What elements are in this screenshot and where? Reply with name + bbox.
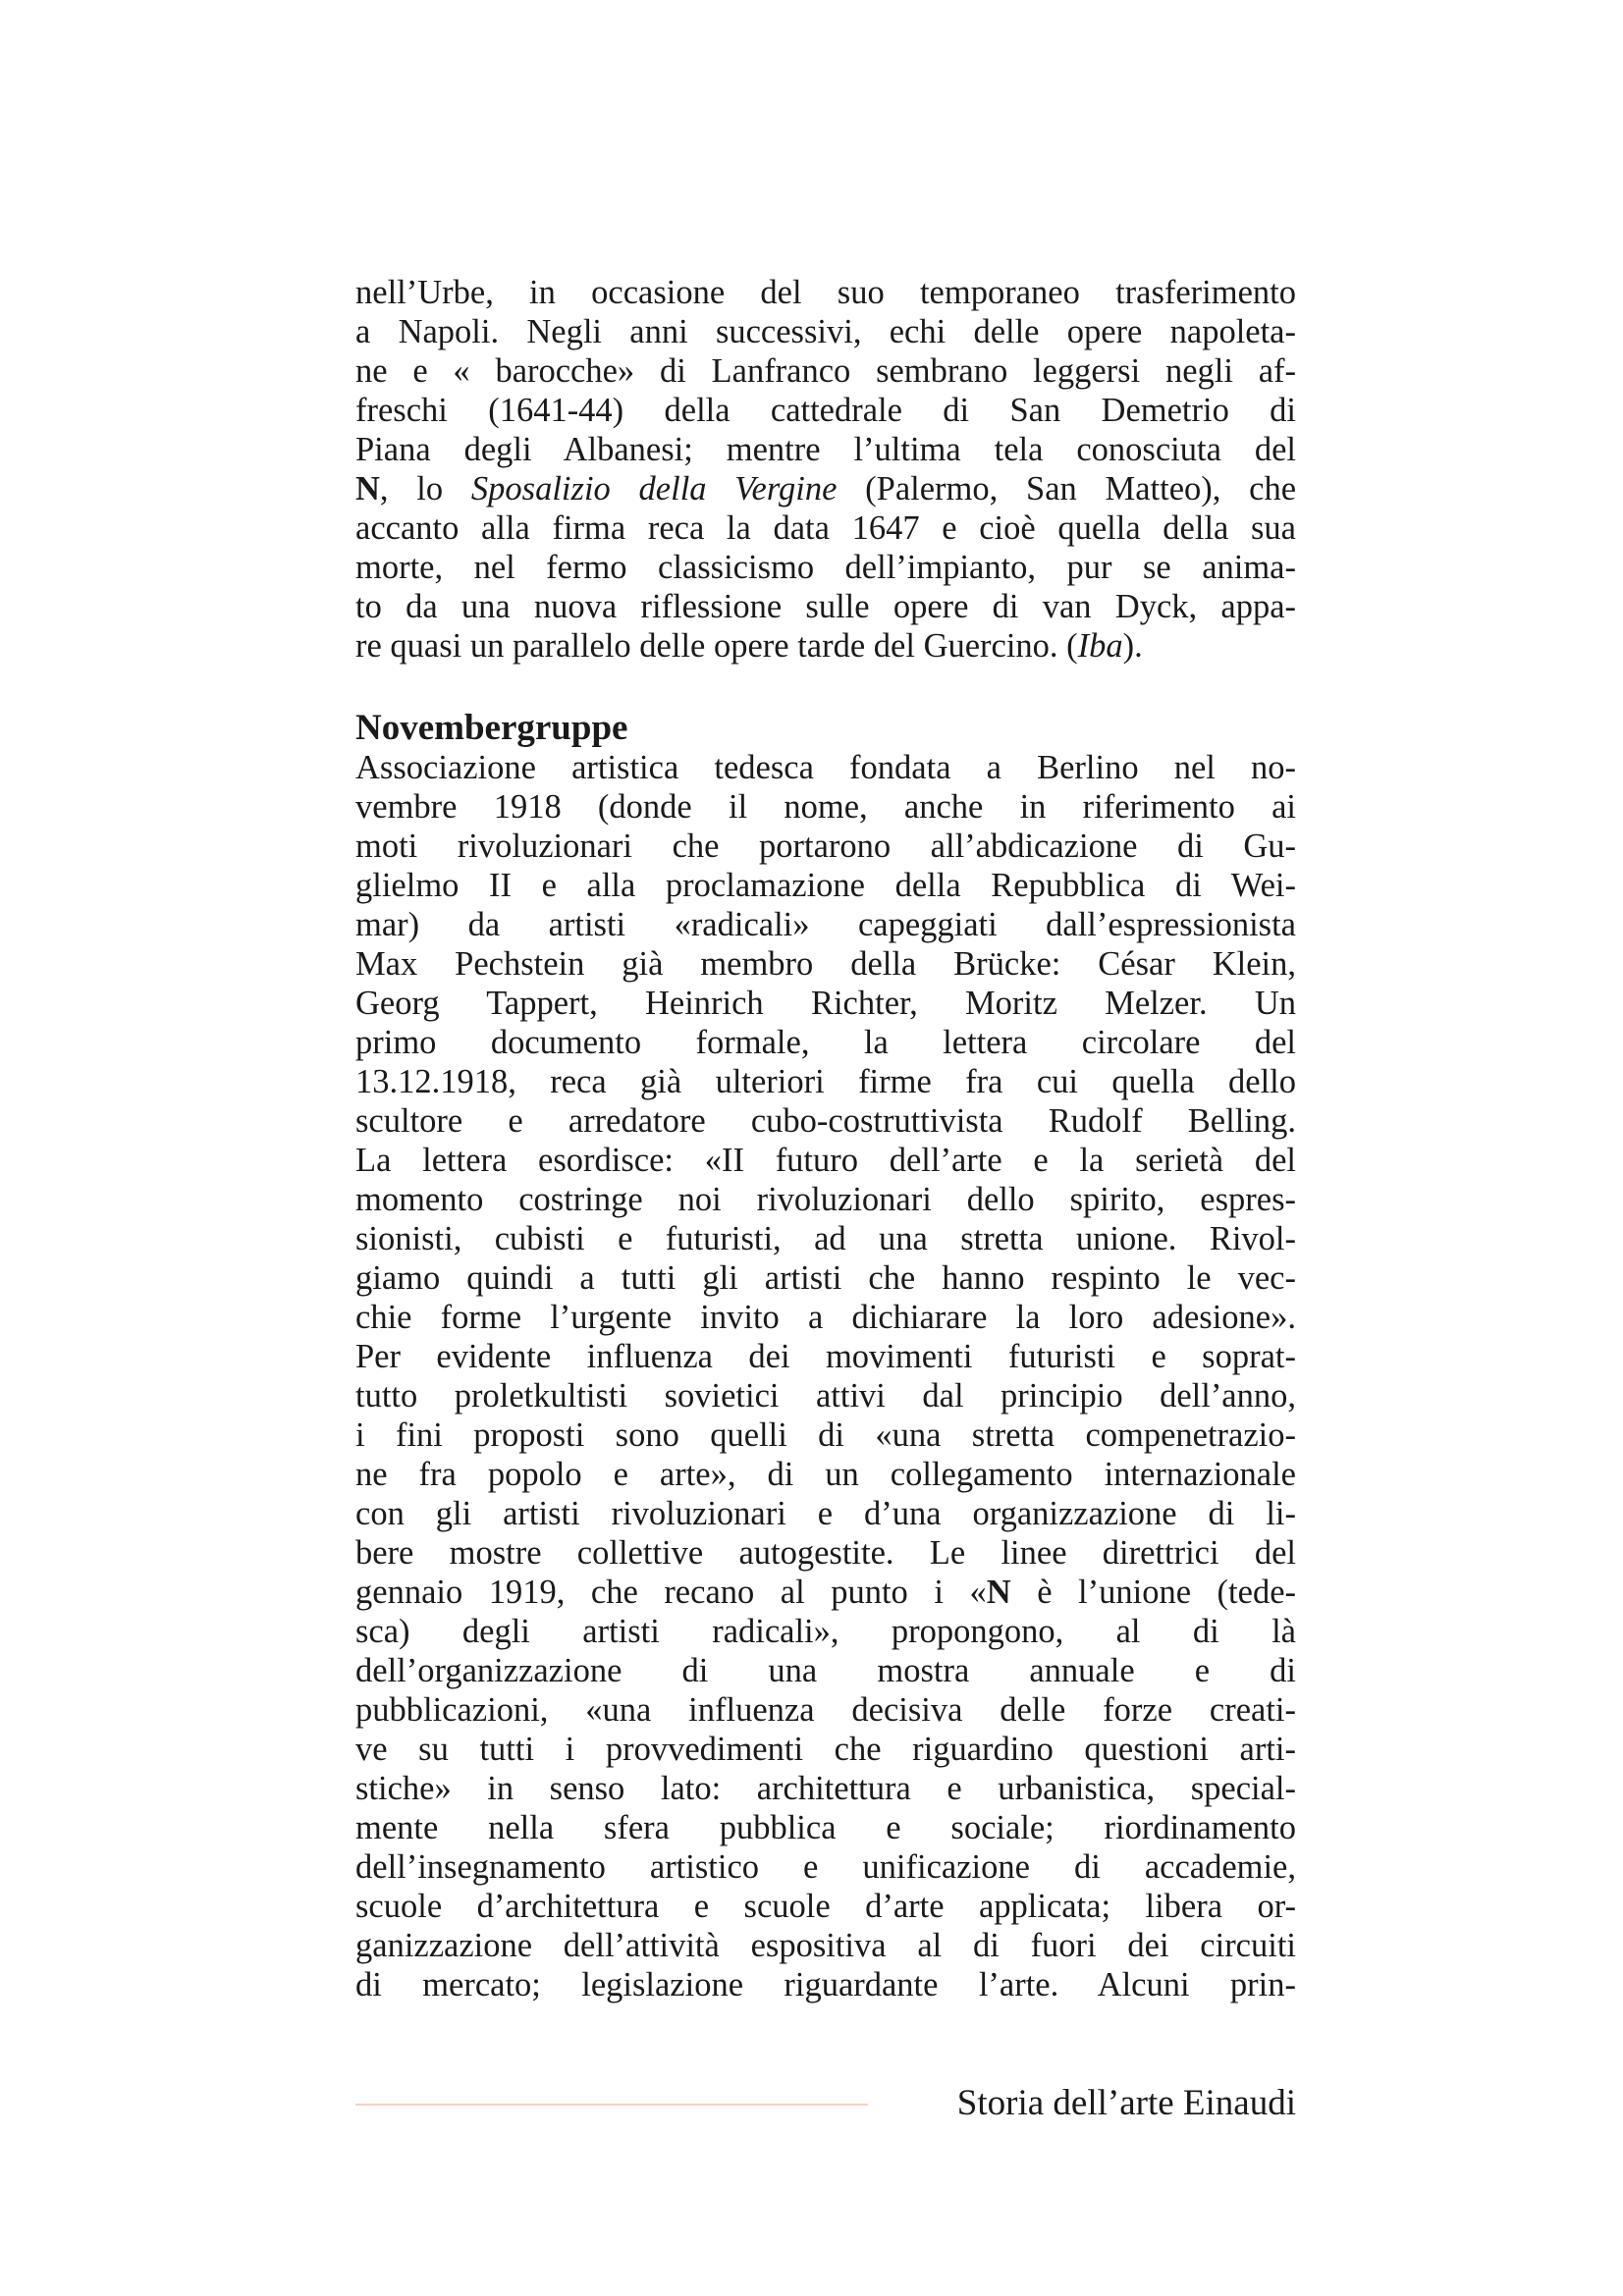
author-initials: Iba <box>1077 627 1123 665</box>
text-line: 13.12.1918, reca già ulteriori firme fra cui quella dello <box>355 1063 1296 1100</box>
entry-abbrev: N <box>986 1574 1011 1611</box>
text-line <box>355 469 1296 508</box>
text-fragment: gennaio 1919, che recano al punto i « <box>355 1574 987 1611</box>
text-line: stiche» in senso lato: architettura e urbanistica, special- <box>355 1770 1296 1807</box>
text-line: giamo quindi a tutti gli artisti che hanno respinto le vec- <box>355 1259 1296 1297</box>
text-line: sca) degli artisti radicali», propongono, al di là <box>355 1613 1296 1650</box>
text-line <box>355 1573 1296 1612</box>
text-line <box>355 626 1296 666</box>
text-fragment: (Palermo, San Matteo), che <box>837 470 1297 507</box>
text-line: chie forme l’urgente invito a dichiarare la loro adesione». <box>355 1299 1296 1336</box>
text-line: di mercato; legislazione riguardante l’arte. Alcuni prin- <box>355 1966 1296 2003</box>
text-line: mente nella sfera pubblica e sociale; riordinamento <box>355 1809 1296 1846</box>
text-line: ganizzazione dell’attività espositiva al di fuori dei circuiti <box>355 1927 1296 1964</box>
text-line: La lettera esordisce: «II futuro dell’arte e la serietà del <box>355 1142 1296 1179</box>
entry-body-text <box>355 748 1296 2004</box>
text-line: scultore e arredatore cubo-costruttivista Rudolf Belling. <box>355 1102 1296 1140</box>
text-line: nell’Urbe, in occasione del suo temporaneo trasferimento <box>355 274 1296 311</box>
text-line: i fini proposti sono quelli di «una stretta compenetrazio- <box>355 1416 1296 1454</box>
text-fragment: ). <box>1122 627 1143 665</box>
text-line: morte, nel fermo classicismo dell’impianto, pur se anima- <box>355 549 1296 586</box>
text-fragment: , lo <box>379 470 471 507</box>
text-line: Per evidente influenza dei movimenti futuristi e soprat- <box>355 1338 1296 1375</box>
footer-title: Storia dell’arte Einaudi <box>956 2083 1296 2123</box>
previous-entry-text <box>355 273 1296 666</box>
entry-heading: Novembergruppe <box>355 708 628 748</box>
text-line: freschi (1641-44) della cattedrale di San Demetrio di <box>355 392 1296 429</box>
footer-rule <box>355 2104 868 2106</box>
entry-abbrev: N <box>355 470 380 507</box>
text-line: Piana degli Albanesi; mentre l’ultima tela conosciuta del <box>355 431 1296 468</box>
text-line: Max Pechstein già membro della Brücke: César Klein, <box>355 945 1296 983</box>
text-line: sionisti, cubisti e futuristi, ad una stretta unione. Rivol- <box>355 1220 1296 1257</box>
text-line: ve su tutti i provvedimenti che riguardino questioni arti- <box>355 1731 1296 1768</box>
text-fragment: è l’unione (tede- <box>1010 1574 1296 1611</box>
text-line: momento costringe noi rivoluzionari dello spirito, espres- <box>355 1181 1296 1218</box>
text-line: dell’insegnamento artistico e unificazione di accademie, <box>355 1848 1296 1886</box>
text-line: glielmo II e alla proclamazione della Repubblica di Wei- <box>355 867 1296 904</box>
text-line: to da una nuova riflessione sulle opere di van Dyck, appa- <box>355 588 1296 625</box>
artwork-title: Sposalizio della Vergine <box>470 470 838 507</box>
text-line: pubblicazioni, «una influenza decisiva delle forze creati- <box>355 1691 1296 1729</box>
text-fragment: re quasi un parallelo delle opere tarde del Guercino. ( <box>355 627 1078 665</box>
text-line: vembre 1918 (donde il nome, anche in riferimento ai <box>355 788 1296 826</box>
text-line: Georg Tappert, Heinrich Richter, Moritz Melzer. Un <box>355 985 1296 1022</box>
text-line: scuole d’architettura e scuole d’arte applicata; libera or- <box>355 1888 1296 1925</box>
text-line: tutto proletkultisti sovietici attivi dal principio dell’anno, <box>355 1377 1296 1415</box>
text-line: primo documento formale, la lettera circolare del <box>355 1024 1296 1061</box>
text-line: ne fra popolo e arte», di un collegamento internazionale <box>355 1456 1296 1493</box>
text-line: a Napoli. Negli anni successivi, echi delle opere napoleta- <box>355 313 1296 350</box>
text-line: accanto alla firma reca la data 1647 e cioè quella della sua <box>355 509 1296 547</box>
text-line: ne e « barocche» di Lanfranco sembrano leggersi negli af- <box>355 352 1296 390</box>
text-line: dell’organizzazione di una mostra annuale e di <box>355 1652 1296 1689</box>
text-line: con gli artisti rivoluzionari e d’una organizzazione di li- <box>355 1495 1296 1532</box>
text-line: bere mostre collettive autogestite. Le linee direttrici del <box>355 1534 1296 1572</box>
text-line: mar) da artisti «radicali» capeggiati dall’espressionista <box>355 906 1296 943</box>
text-line: Associazione artistica tedesca fondata a Berlino nel no- <box>355 749 1296 786</box>
text-line: moti rivoluzionari che portarono all’abdicazione di Gu- <box>355 828 1296 865</box>
